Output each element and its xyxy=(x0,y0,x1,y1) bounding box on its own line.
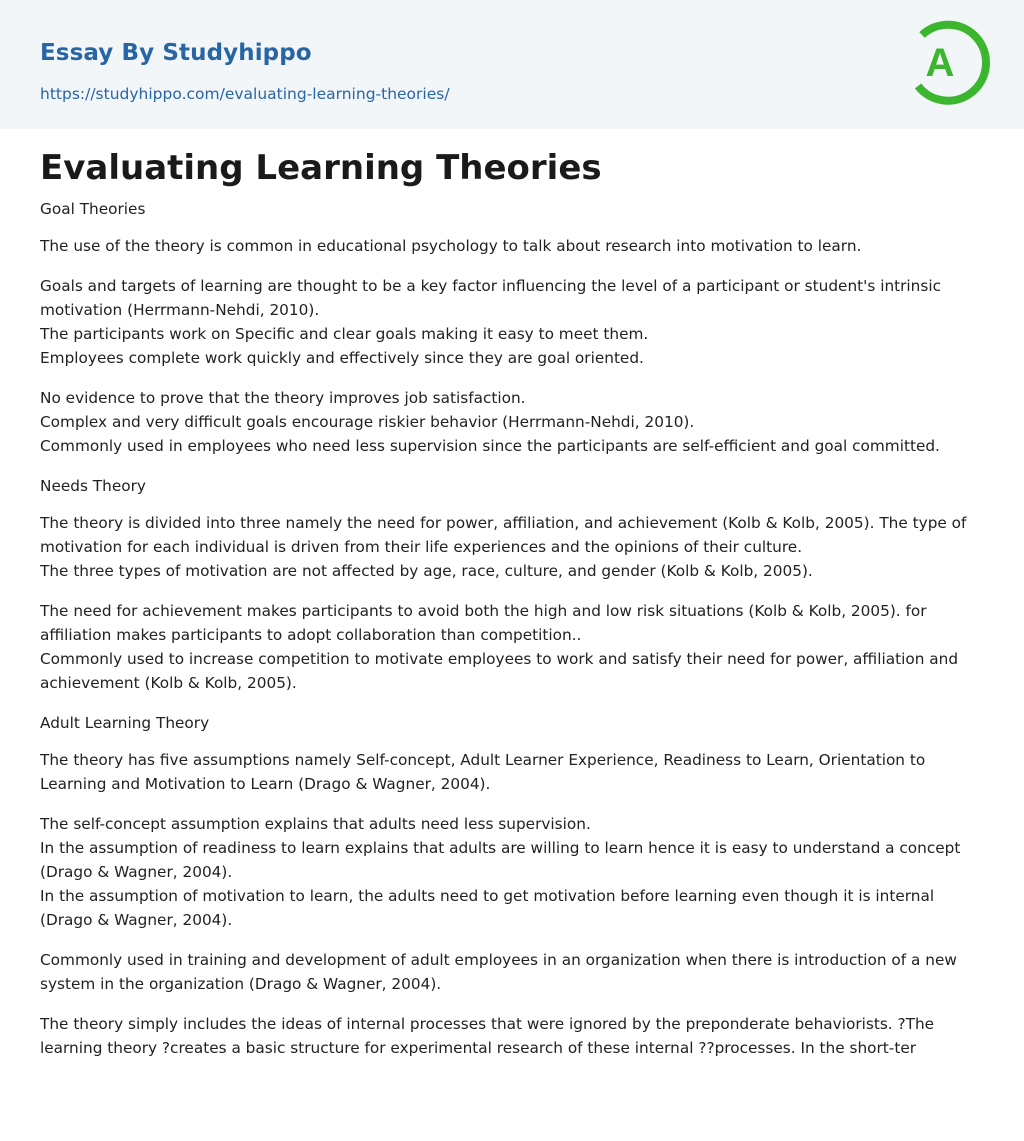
brand-title[interactable]: Essay By Studyhippo xyxy=(40,40,312,66)
paragraph-line: Commonly used in employees who need less supervision since the participants are self-efficient and goal committed. xyxy=(40,437,940,455)
paragraph xyxy=(40,812,990,932)
section-heading xyxy=(40,197,990,221)
paragraph-line: The participants work on Specific and clear goals making it easy to meet them. xyxy=(40,325,649,343)
essay-url-link[interactable]: https://studyhippo.com/evaluating-learning-theories/ xyxy=(40,85,450,103)
paragraph xyxy=(40,948,990,996)
section-heading-text: Needs Theory xyxy=(40,477,146,495)
paragraph-line: Commonly used to increase competition to motivate employees to work and satisfy their need for power, affiliation and achievement (Kolb & Kolb, 2005). xyxy=(40,650,959,692)
paragraph-line: The need for achievement makes participants to avoid both the high and low risk situations (Kolb & Kolb, 2005). for affiliation makes participants to adopt collaboration than competition.. xyxy=(40,602,927,644)
paragraph xyxy=(40,1012,990,1060)
section-heading xyxy=(40,711,990,735)
page-title: Evaluating Learning Theories xyxy=(40,148,602,188)
paragraph-line: The use of the theory is common in educational psychology to talk about research into motivation to learn. xyxy=(40,237,862,255)
article-body xyxy=(40,197,990,1076)
section-heading-text: Goal Theories xyxy=(40,200,146,218)
paragraph-line: Complex and very difficult goals encourage riskier behavior (Herrmann-Nehdi, 2010). xyxy=(40,413,695,431)
paragraph-line: The theory is divided into three namely the need for power, affiliation, and achievement (Kolb & Kolb, 2005). The type of motivation for each individual is driven from their life experiences and the opinions of their culture. xyxy=(40,514,967,556)
logo-letter: A xyxy=(925,41,955,85)
studyhippo-logo-icon[interactable] xyxy=(904,17,994,107)
paragraph xyxy=(40,511,990,583)
paragraph-line: In the assumption of readiness to learn explains that adults are willing to learn hence it is easy to understand a concept (Drago & Wagner, 2004). xyxy=(40,839,961,881)
paragraph-line: Goals and targets of learning are thought to be a key factor influencing the level of a participant or student's intrinsic motivation (Herrmann-Nehdi, 2010). xyxy=(40,277,941,319)
paragraph xyxy=(40,748,990,796)
paragraph xyxy=(40,386,990,458)
paragraph-line: The self-concept assumption explains that adults need less supervision. xyxy=(40,815,591,833)
paragraph xyxy=(40,274,990,370)
section-heading-text: Adult Learning Theory xyxy=(40,714,210,732)
paragraph xyxy=(40,599,990,695)
section-heading xyxy=(40,474,990,498)
paragraph-line: No evidence to prove that the theory improves job satisfaction. xyxy=(40,389,526,407)
paragraph-line: The theory simply includes the ideas of internal processes that were ignored by the preponderate behaviorists. ?The learning theory ?creates a basic structure for experimental research of these internal ??processes. In the short-ter xyxy=(40,1015,935,1057)
paragraph-line: The theory has five assumptions namely Self-concept, Adult Learner Experience, Readiness to Learn, Orientation to Learning and Motivation to Learn (Drago & Wagner, 2004). xyxy=(40,751,926,793)
paragraph-line: Employees complete work quickly and effectively since they are goal oriented. xyxy=(40,349,644,367)
paragraph-line: The three types of motivation are not affected by age, race, culture, and gender (Kolb & Kolb, 2005). xyxy=(40,562,813,580)
paragraph-line: Commonly used in training and development of adult employees in an organization when there is introduction of a new system in the organization (Drago & Wagner, 2004). xyxy=(40,951,957,993)
paragraph xyxy=(40,234,990,258)
paragraph-line: In the assumption of motivation to learn, the adults need to get motivation before learning even though it is internal (Drago & Wagner, 2004). xyxy=(40,887,935,929)
